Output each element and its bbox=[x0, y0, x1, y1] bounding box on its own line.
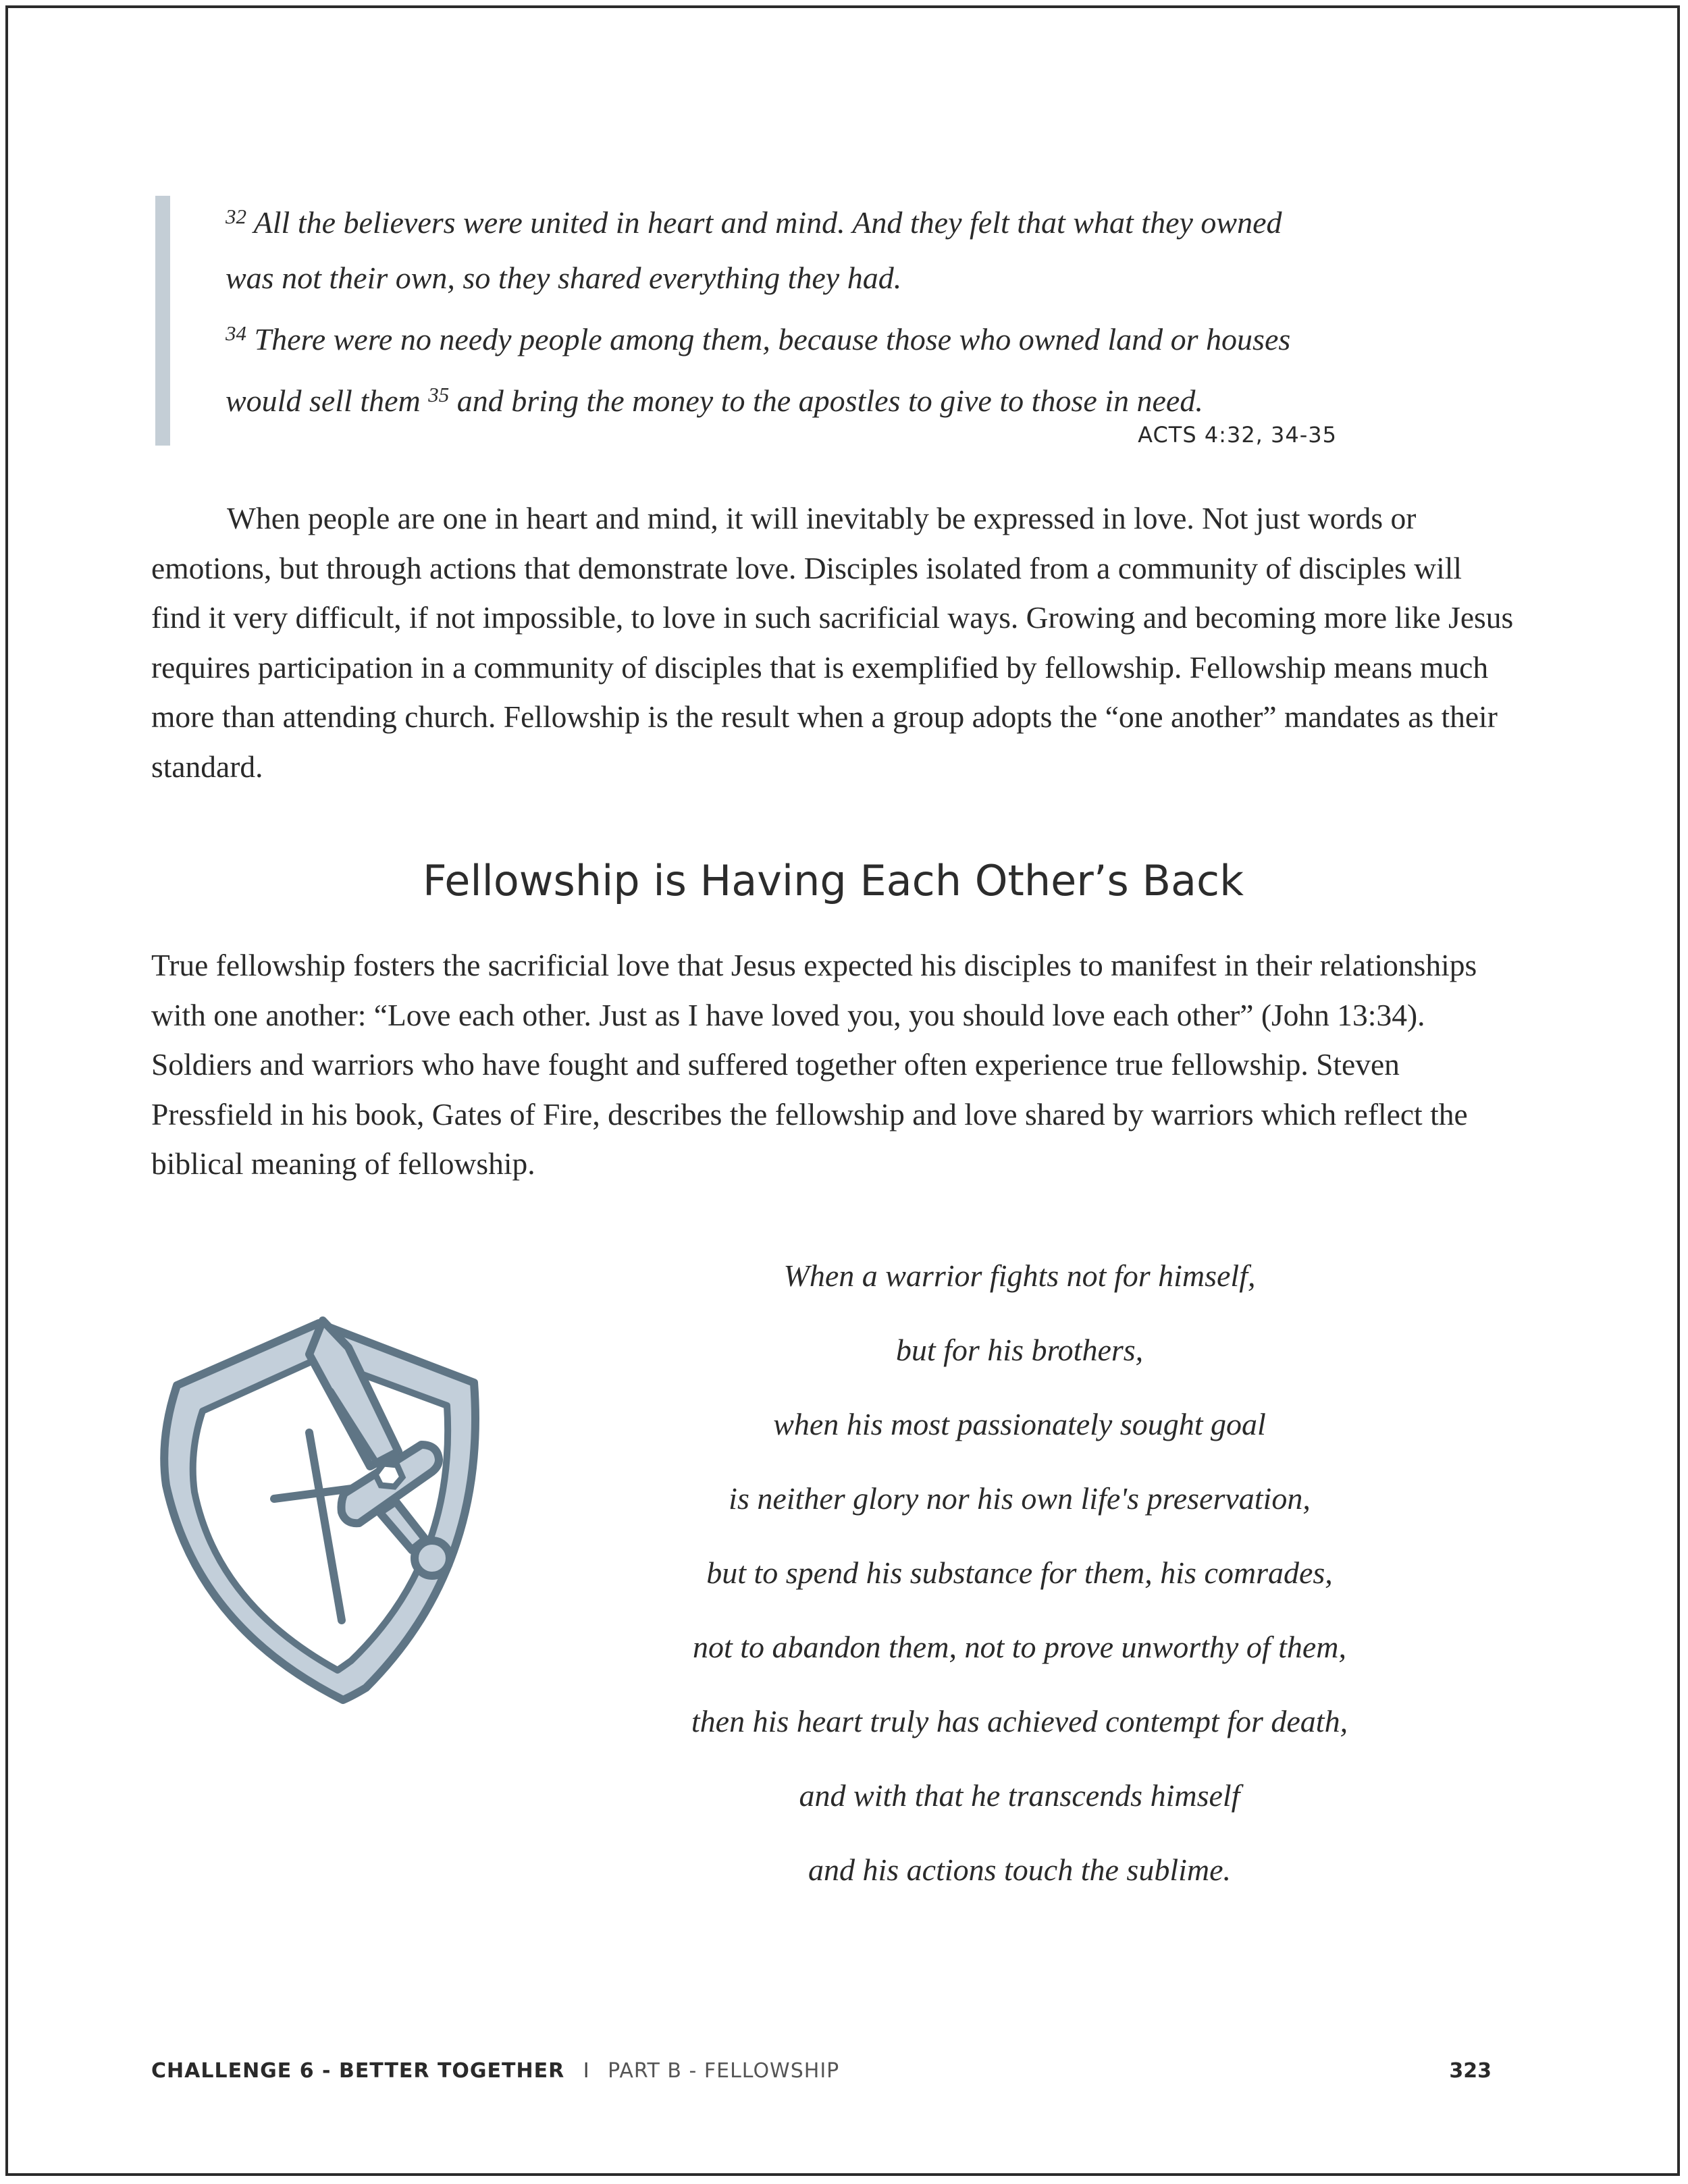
footer-separator: I bbox=[583, 2059, 589, 2083]
poem-line: not to abandon them, not to prove unworthy of them, bbox=[692, 1630, 1347, 1664]
poem-line: When a warrior fights not for himself, bbox=[783, 1258, 1256, 1293]
quote-line-2 bbox=[226, 250, 1414, 306]
quote-line-3 bbox=[226, 306, 1414, 367]
page-footer bbox=[151, 2059, 1492, 2083]
poem-line: but to spend his substance for them, his comrades, bbox=[706, 1555, 1333, 1590]
verse-number: 34 bbox=[226, 321, 246, 345]
quote-accent-bar bbox=[155, 196, 170, 446]
body-paragraph-2: True fellowship fosters the sacrificial love that Jesus expected his disciples to manifest in their relationships with one another: “Love each other. Just as I have loved you, you should love each other” (John 13:34). Soldiers and warriors who have fought and suffered together often experience true fellowship. Steven Pressfield in his book, Gates of Fire, describes the fellowship and love shared by warriors which reflect the biblical meaning of fellowship. bbox=[151, 948, 1477, 1181]
footer-chapter: CHALLENGE 6 - BETTER TOGETHER bbox=[151, 2059, 565, 2083]
quote-line-1 bbox=[226, 189, 1414, 250]
poem-line: is neither glory nor his own life's preservation, bbox=[729, 1481, 1311, 1516]
sword-gem bbox=[375, 1464, 402, 1487]
verse-text: was not their own, so they shared everything they had. bbox=[226, 261, 902, 295]
section-heading: Fellowship is Having Each Other’s Back bbox=[422, 856, 1244, 905]
quote-citation: ACTS 4:32, 34-35 bbox=[1138, 422, 1337, 448]
poem-line: then his heart truly has achieved contempt for death, bbox=[691, 1704, 1348, 1738]
verse-text: and bring the money to the apostles to give to those in need. bbox=[456, 383, 1203, 418]
verse-number: 35 bbox=[428, 383, 450, 406]
poem-line: and with that he transcends himself bbox=[799, 1778, 1240, 1813]
page-number: 323 bbox=[1449, 2059, 1492, 2083]
scripture-quote bbox=[155, 189, 1371, 452]
body-paragraph-1: When people are one in heart and mind, it will inevitably be expressed in love. Not just words or emotions, but through actions that demonstrate love. Disciples isolated from a community of disciples will find it very difficult, if not impossible, to love in such sacrificial ways. Growing and becoming more like Jesus requires participation in a community of disciples that is exemplified by fellowship. Fellowship means much more than attending church. Fellowship is the result when a group adopts the “one another” mandates as their standard. bbox=[151, 501, 1514, 784]
quote-line-4 bbox=[226, 367, 1414, 429]
poem-line: but for his brothers, bbox=[895, 1333, 1144, 1367]
verse-number: 32 bbox=[226, 205, 246, 228]
verse-text: All the believers were united in heart and mind. And they felt that what they owned bbox=[253, 205, 1282, 240]
footer-part: PART B - FELLOWSHIP bbox=[608, 2059, 840, 2083]
verse-text: There were no needy people among them, because those who owned land or houses bbox=[254, 322, 1291, 356]
verse-text: would sell them bbox=[226, 383, 421, 418]
poem-quote bbox=[608, 1249, 1431, 1917]
poem-line: and his actions touch the sublime. bbox=[808, 1853, 1232, 1887]
shield-sword-icon bbox=[142, 1310, 540, 1715]
quote-text bbox=[226, 189, 1414, 429]
sword-pommel bbox=[415, 1541, 450, 1576]
poem-line: when his most passionately sought goal bbox=[773, 1407, 1266, 1441]
